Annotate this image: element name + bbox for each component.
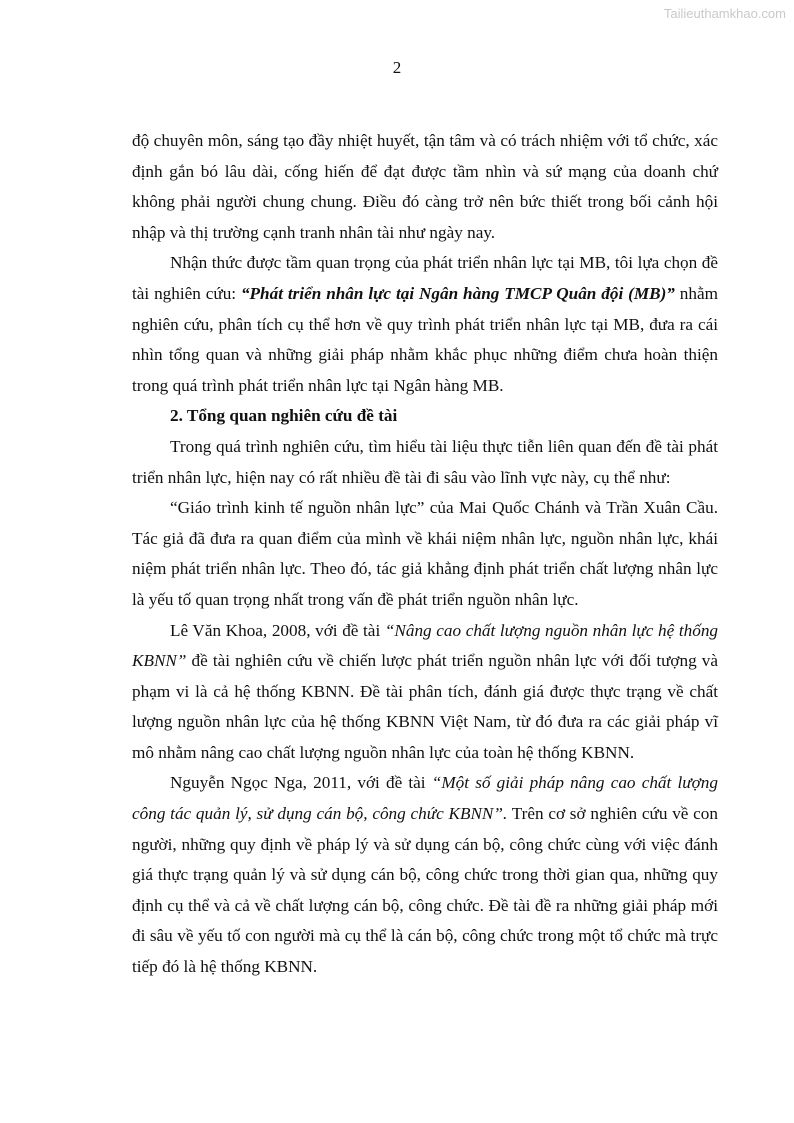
paragraph-literature-1: “Giáo trình kinh tế nguồn nhân lực” của Mai Quốc Chánh và Trần Xuân Cầu. Tác giả đã đưa ra quan điểm của mình về khái niệm nhân lực, nguồn nhân lực, khái niệm phát triển nhân lực. Theo đó, tác giả khẳng định phát triển chất lượng nhân lực là yếu tố quan trọng nhất trong vấn đề phát triển nguồn nhân lực. <box>132 498 718 609</box>
page-number: 2 <box>392 58 402 77</box>
paragraph-text: đề tài nghiên cứu về chiến lược phát triển nguồn nhân lực với đối tượng và phạm vi là cả hệ thống KBNN. Đề tài phân tích, đánh giá được thực trạng về chất lượng nguồn nhân lực của hệ thống KBNN Việt Nam, từ đó đưa ra các giải pháp vĩ mô nhằm nâng cao chất lượng nguồn nhân lực của toàn hệ thống KBNN. <box>132 651 718 762</box>
paragraph-text: Lê Văn Khoa, 2008, với đề tài <box>170 620 385 640</box>
paragraph-intro-continued: độ chuyên môn, sáng tạo đầy nhiệt huyết, tận tâm và có trách nhiệm với tổ chức, xác định gắn bó lâu dài, cống hiến để đạt được tầm nhìn và sứ mạng của doanh chứ không phải người chung chung. Điều đó càng trở nên bức thiết trong bối cảnh hội nhập và thị trường cạnh tranh nhân tài như ngày nay. <box>132 131 718 242</box>
paragraph-text: Nhận thức được tầm quan trọng của phát triển nhân lực tại MB, tôi lựa chọn đề tài nghiên cứu: <box>132 253 718 303</box>
paragraph-text: Trên cơ sở nghiên cứu về con người, những quy định về pháp lý và sử dụng cán bộ, công chức cùng với việc đánh giá thực trạng quản lý và sử dụng cán bộ, công chức trong thời gian qua, những quy định cụ thể và cả về chất lượng cán bộ, công chức. Đề tài đề ra những giải pháp mới đi sâu về yếu tố con người mà cụ thể là cán bộ, công chức trong một tổ chức mà trực tiếp đó là hệ thống KBNN. <box>132 804 718 977</box>
paragraph-literature-intro: Trong quá trình nghiên cứu, tìm hiểu tài liệu thực tiễn liên quan đến đề tài phát triển nhân lực, hiện nay có rất nhiều đề tài đi sâu vào lĩnh vực này, cụ thể như: <box>132 436 718 487</box>
section-heading: 2. Tổng quan nghiên cứu đề tài <box>170 406 398 426</box>
paragraph-literature-2 <box>132 616 718 769</box>
paragraph-text: nhằm nghiên cứu, phân tích cụ thể hơn về quy trình phát triển nhân lực tại MB, đưa ra cái nhìn tổng quan và những giải pháp nhằm khắc phục những điểm chưa hoàn thiện trong quá trình phát triển nhân lực tại Ngân hàng MB. <box>132 283 718 395</box>
cited-title: “Nâng cao chất lượng nguồn nhân lực hệ thống KBNN” <box>132 620 719 671</box>
paragraph-text: Nguyễn Ngọc Nga, 2011, với đề tài <box>170 773 432 793</box>
watermark: Tailieuthamkhao.com <box>663 6 786 21</box>
document-body <box>132 126 718 983</box>
paragraph-topic-choice <box>132 248 718 401</box>
paragraph-literature-3 <box>132 768 718 982</box>
thesis-title: “Phát triển nhân lực tại Ngân hàng TMCP Quân đội (MB)” <box>240 283 675 303</box>
cited-title: “Một số giải pháp nâng cao chất lượng công tác quản lý, sử dụng cán bộ, công chức KBNN”. <box>132 773 718 824</box>
